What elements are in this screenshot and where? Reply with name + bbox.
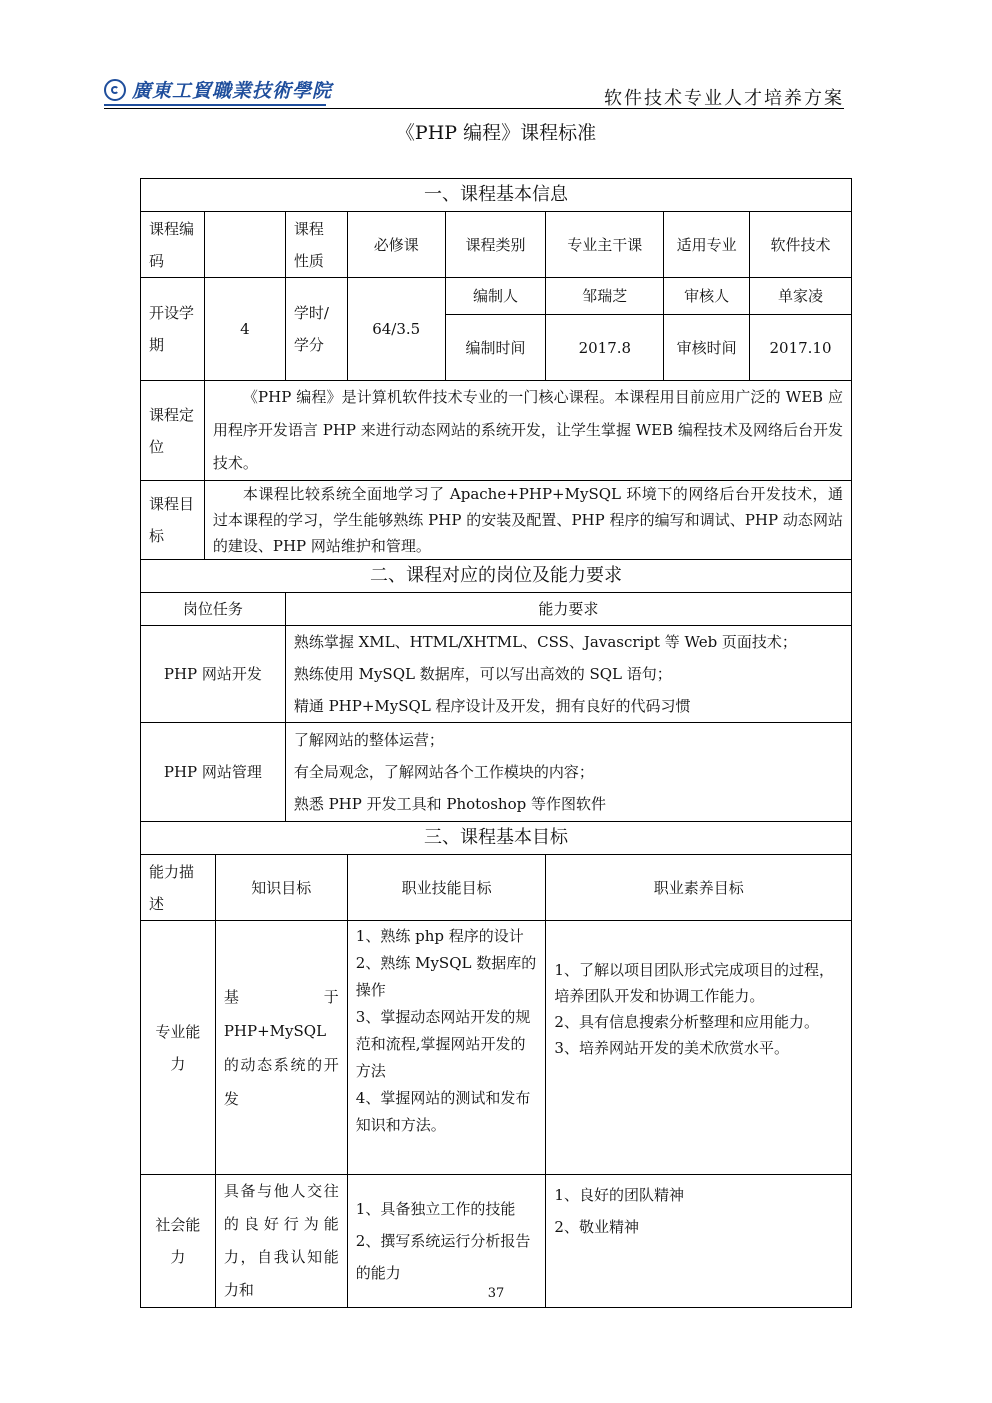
course-goal-label: 课程目标 <box>141 481 205 560</box>
section-basic-info-title: 一、课程基本信息 <box>141 179 852 212</box>
edit-time-label: 编制时间 <box>445 315 546 381</box>
ability-list <box>285 626 851 723</box>
list-item: 熟练使用 MySQL 数据库，可以写出高效的 SQL 语句； <box>293 665 672 683</box>
course-nature-label: 课程性质 <box>285 212 347 278</box>
ability-description-header: 能力描述 <box>141 855 216 921</box>
list-item: 熟悉 PHP 开发工具和 Photoshop 等作图软件 <box>293 795 606 813</box>
course-goal-text: 本课程比较系统全面地学习了 Apache+PHP+MySQL 环境下的网络后台开发技术，通过本课程的学习，学生能够熟练 PHP 的安装及配置、PHP 程序的编写和调试、PHP 动态网站的建设、PHP 网站维护和管理。 <box>204 481 851 560</box>
list-item: 1、具备独立工作的技能 <box>355 1200 516 1218</box>
course-category-value: 专业主干课 <box>546 212 664 278</box>
quality-goal-header: 职业素养目标 <box>546 855 852 921</box>
table-row <box>141 626 852 723</box>
job-task-header: 岗位任务 <box>141 593 286 626</box>
knowledge-goal: 基于 PHP+MySQL 的动态系统的开发 <box>215 921 347 1175</box>
list-item: 2、具有信息搜索分析整理和应用能力。 <box>554 1013 819 1031</box>
list-item: 1、了解以项目团队形式完成项目的过程，培养团队开发和协调工作能力。 <box>554 961 834 1005</box>
table-row <box>141 921 852 1175</box>
list-item: 1、熟练 php 程序的设计 <box>355 927 524 945</box>
editor-label: 编制人 <box>445 278 546 315</box>
term-value: 4 <box>204 278 285 381</box>
course-code-value <box>204 212 285 278</box>
section-goals-title: 三、课程基本目标 <box>141 822 852 855</box>
list-item: 精通 PHP+MySQL 程序设计及开发，拥有良好的代码习惯 <box>293 697 691 715</box>
ability-description: 专业能力 <box>141 921 216 1175</box>
list-item: 3、培养网站开发的美术欣赏水平。 <box>554 1039 789 1057</box>
knowledge-goal: 具备与他人交往的良好行为能力，自我认知能力和 <box>215 1175 347 1308</box>
school-name-logo: 廣東工貿職業技術學院 <box>132 80 333 102</box>
job-task: PHP 网站开发 <box>141 626 286 723</box>
edit-time-value: 2017.8 <box>546 315 664 381</box>
reviewer-label: 审核人 <box>664 278 750 315</box>
course-position-text: 《PHP 编程》是计算机软件技术专业的一门核心课程。本课程用目前应用广泛的 WEB 应用程序开发语言 PHP 来进行动态网站的系统开发，让学生掌握 WEB 编程技术及网络后台开发技术。 <box>204 381 851 481</box>
page-title: 《PHP 编程》课程标准 <box>395 122 597 144</box>
hours-credits-label: 学时/学分 <box>285 278 347 381</box>
term-label: 开设学期 <box>141 278 205 381</box>
list-item: 有全局观念，了解网站各个工作模块的内容； <box>293 763 594 781</box>
applicable-major-value: 软件技术 <box>750 212 852 278</box>
list-item: 2、敬业精神 <box>554 1218 639 1236</box>
list-item: 2、熟练 MySQL 数据库的操作 <box>355 954 537 999</box>
ability-description: 社会能力 <box>141 1175 216 1308</box>
list-item: 4、掌握网站的测试和发布知识和方法。 <box>355 1089 531 1134</box>
review-time-value: 2017.10 <box>750 315 852 381</box>
header-rule <box>104 108 844 109</box>
course-code-label: 课程编码 <box>141 212 205 278</box>
list-item: 了解网站的整体运营； <box>293 731 444 749</box>
applicable-major-label: 适用专业 <box>664 212 750 278</box>
school-logo <box>104 76 332 103</box>
header-document-title: 软件技术专业人才培养方案 <box>604 88 844 109</box>
skill-goal-header: 职业技能目标 <box>347 855 546 921</box>
skill-goal-list <box>347 921 546 1175</box>
editor-value: 邹瑞芝 <box>546 278 664 315</box>
course-category-label: 课程类别 <box>445 212 546 278</box>
course-standard-table <box>140 178 852 1308</box>
page-header <box>104 70 844 110</box>
page-number: 37 <box>487 1286 505 1301</box>
job-task: PHP 网站管理 <box>141 723 286 822</box>
quality-goal-list <box>546 921 852 1175</box>
list-item: 3、掌握动态网站开发的规范和流程,掌握网站开发的方法 <box>355 1008 531 1080</box>
reviewer-value: 单家凌 <box>750 278 852 315</box>
ability-requirement-header: 能力要求 <box>285 593 851 626</box>
review-time-label: 审核时间 <box>664 315 750 381</box>
table-row <box>141 723 852 822</box>
list-item: 1、良好的团队精神 <box>554 1186 684 1204</box>
ability-list <box>285 723 851 822</box>
list-item: 2、撰写系统运行分析报告的能力 <box>355 1232 531 1282</box>
course-nature-value: 必修课 <box>347 212 445 278</box>
list-item: 熟练掌握 XML、HTML/XHTML、CSS、Javascript 等 Web 页面技术； <box>293 633 797 651</box>
logo-underline <box>104 104 326 106</box>
course-position-label: 课程定位 <box>141 381 205 481</box>
section-jobs-title: 二、课程对应的岗位及能力要求 <box>141 560 852 593</box>
knowledge-goal-header: 知识目标 <box>215 855 347 921</box>
hours-credits-value: 64/3.5 <box>347 278 445 381</box>
school-emblem-icon <box>104 79 126 101</box>
